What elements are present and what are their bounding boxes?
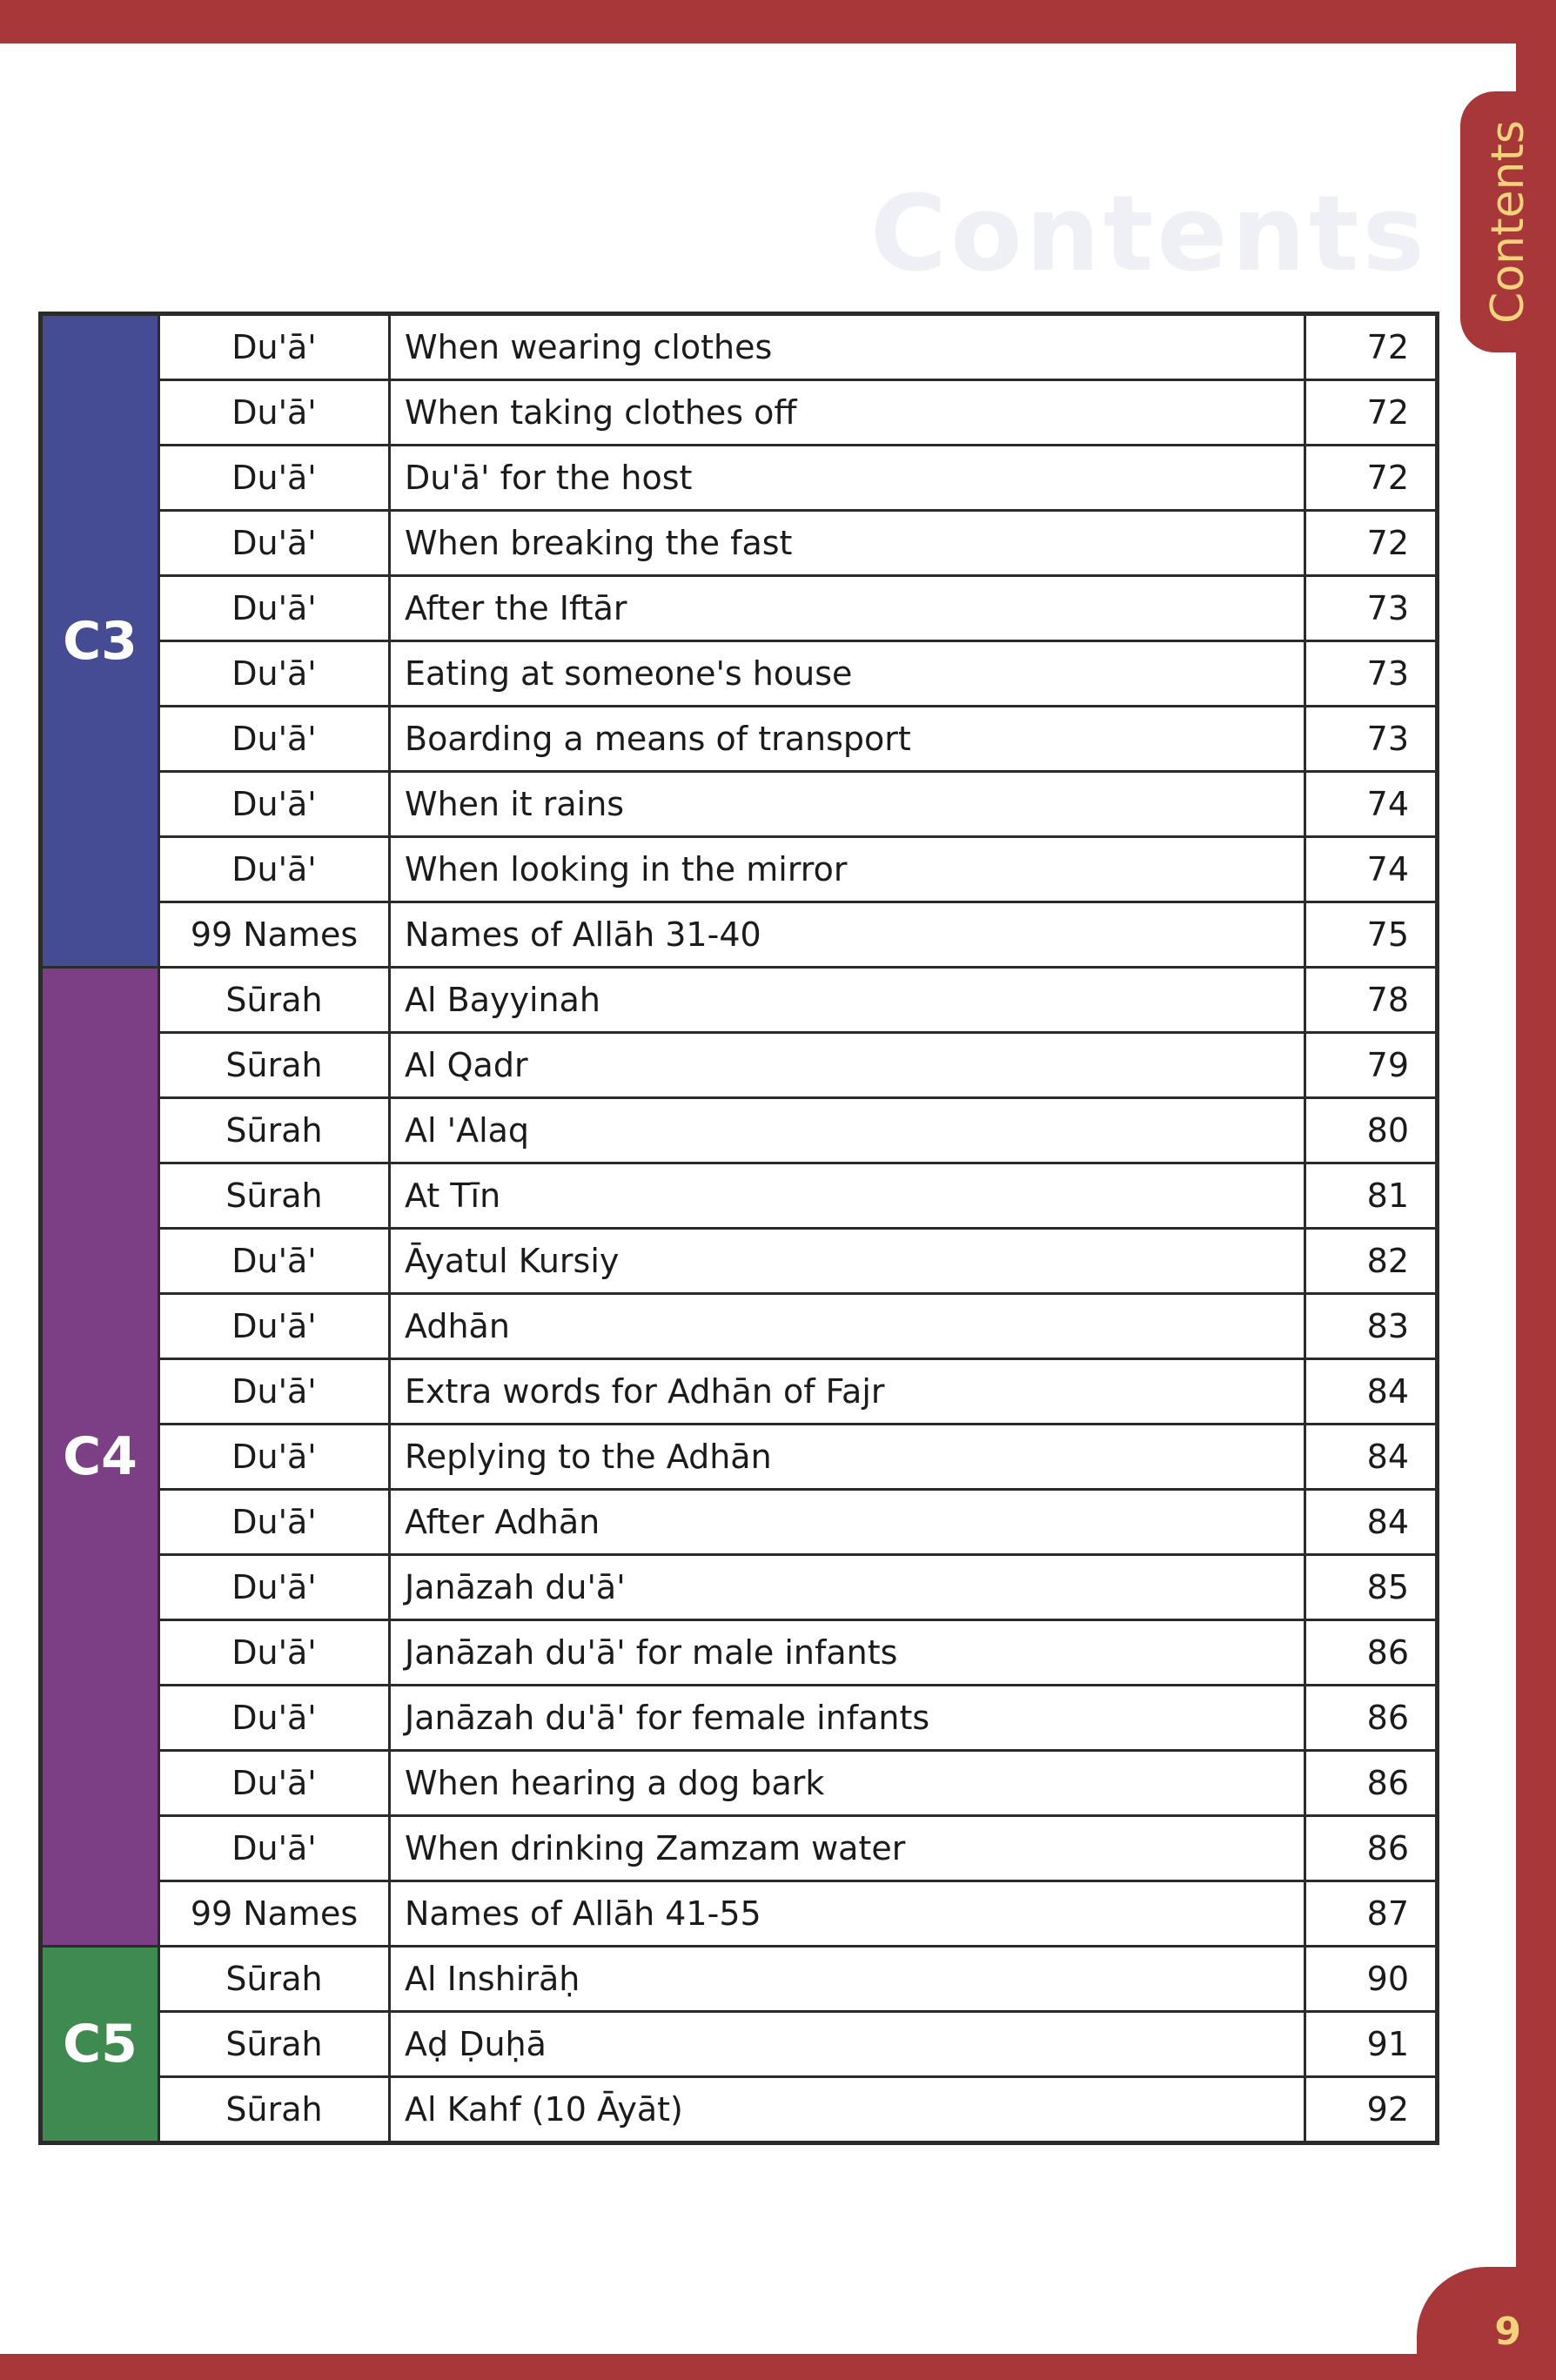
entry-page: 75 bbox=[1305, 902, 1438, 968]
entry-page: 85 bbox=[1305, 1555, 1438, 1620]
entry-page: 86 bbox=[1305, 1686, 1438, 1751]
table-row bbox=[41, 1816, 1438, 1881]
section-label: C5 bbox=[41, 1947, 159, 2143]
entry-type: Du'ā' bbox=[159, 1751, 390, 1816]
entry-page: 78 bbox=[1305, 968, 1438, 1033]
table-row bbox=[41, 772, 1438, 837]
entry-page: 84 bbox=[1305, 1490, 1438, 1555]
entry-page: 80 bbox=[1305, 1098, 1438, 1163]
page-title: Contents bbox=[870, 174, 1428, 295]
table-row bbox=[41, 1686, 1438, 1751]
entry-type: Du'ā' bbox=[159, 1359, 390, 1425]
section-label: C4 bbox=[41, 968, 159, 1947]
entry-page: 86 bbox=[1305, 1816, 1438, 1881]
entry-type: Du'ā' bbox=[159, 1294, 390, 1359]
entry-page: 84 bbox=[1305, 1425, 1438, 1490]
table-row bbox=[41, 968, 1438, 1033]
page-number: 9 bbox=[1494, 2310, 1521, 2354]
table-row bbox=[41, 446, 1438, 511]
entry-type: Sūrah bbox=[159, 1947, 390, 2012]
table-row bbox=[41, 576, 1438, 641]
entry-page: 81 bbox=[1305, 1163, 1438, 1229]
entry-title: When looking in the mirror bbox=[390, 837, 1305, 902]
entry-title: Replying to the Adhān bbox=[390, 1425, 1305, 1490]
entry-title: Boarding a means of transport bbox=[390, 707, 1305, 772]
contents-table bbox=[38, 312, 1439, 2145]
table-row bbox=[41, 1881, 1438, 1947]
entry-type: Du'ā' bbox=[159, 314, 390, 380]
table-row bbox=[41, 1359, 1438, 1425]
table-row bbox=[41, 1229, 1438, 1294]
entry-type: Du'ā' bbox=[159, 511, 390, 576]
entry-page: 79 bbox=[1305, 1033, 1438, 1098]
entry-title: Al Qadr bbox=[390, 1033, 1305, 1098]
entry-page: 91 bbox=[1305, 2012, 1438, 2077]
entry-page: 72 bbox=[1305, 446, 1438, 511]
entry-page: 72 bbox=[1305, 380, 1438, 446]
entry-type: Du'ā' bbox=[159, 446, 390, 511]
entry-title: Names of Allāh 31-40 bbox=[390, 902, 1305, 968]
entry-title: After the Iftār bbox=[390, 576, 1305, 641]
table-row bbox=[41, 902, 1438, 968]
entry-type: Du'ā' bbox=[159, 1490, 390, 1555]
entry-page: 73 bbox=[1305, 707, 1438, 772]
entry-title: Adhān bbox=[390, 1294, 1305, 1359]
table-row bbox=[41, 314, 1438, 380]
entry-title: Janāzah du'ā' bbox=[390, 1555, 1305, 1620]
entry-title: When taking clothes off bbox=[390, 380, 1305, 446]
entry-type: Du'ā' bbox=[159, 1229, 390, 1294]
table-row bbox=[41, 1490, 1438, 1555]
entry-type: Du'ā' bbox=[159, 1686, 390, 1751]
entry-title: Al Bayyinah bbox=[390, 968, 1305, 1033]
entry-title: Al Inshirāḥ bbox=[390, 1947, 1305, 2012]
table-row bbox=[41, 1751, 1438, 1816]
entry-page: 72 bbox=[1305, 511, 1438, 576]
entry-page: 83 bbox=[1305, 1294, 1438, 1359]
entry-title: Al Kahf (10 Āyāt) bbox=[390, 2077, 1305, 2143]
entry-type: Du'ā' bbox=[159, 1816, 390, 1881]
entry-type: Du'ā' bbox=[159, 1620, 390, 1686]
table-row bbox=[41, 1620, 1438, 1686]
entry-type: Du'ā' bbox=[159, 380, 390, 446]
table-row bbox=[41, 641, 1438, 707]
entry-title: After Adhān bbox=[390, 1490, 1305, 1555]
entry-page: 86 bbox=[1305, 1620, 1438, 1686]
entry-page: 74 bbox=[1305, 772, 1438, 837]
entry-page: 84 bbox=[1305, 1359, 1438, 1425]
entry-title: When hearing a dog bark bbox=[390, 1751, 1305, 1816]
entry-page: 73 bbox=[1305, 576, 1438, 641]
entry-page: 86 bbox=[1305, 1751, 1438, 1816]
entry-title: When it rains bbox=[390, 772, 1305, 837]
contents-tab-label: Contents bbox=[1482, 120, 1534, 324]
section-label: C3 bbox=[41, 314, 159, 968]
table-row bbox=[41, 1555, 1438, 1620]
entry-title: Janāzah du'ā' for male infants bbox=[390, 1620, 1305, 1686]
entry-page: 87 bbox=[1305, 1881, 1438, 1947]
entry-page: 73 bbox=[1305, 641, 1438, 707]
contents-tab[interactable] bbox=[1460, 91, 1556, 352]
entry-type: Sūrah bbox=[159, 2012, 390, 2077]
entry-title: When wearing clothes bbox=[390, 314, 1305, 380]
entry-type: Du'ā' bbox=[159, 641, 390, 707]
entry-title: Extra words for Adhān of Fajr bbox=[390, 1359, 1305, 1425]
entry-page: 82 bbox=[1305, 1229, 1438, 1294]
table-row bbox=[41, 1033, 1438, 1098]
entry-page: 72 bbox=[1305, 314, 1438, 380]
entry-title: Al 'Alaq bbox=[390, 1098, 1305, 1163]
table-row bbox=[41, 2077, 1438, 2143]
table-row bbox=[41, 380, 1438, 446]
entry-title: Eating at someone's house bbox=[390, 641, 1305, 707]
table-row bbox=[41, 707, 1438, 772]
entry-type: 99 Names bbox=[159, 1881, 390, 1947]
entry-page: 92 bbox=[1305, 2077, 1438, 2143]
entry-type: Sūrah bbox=[159, 1033, 390, 1098]
entry-title: Āyatul Kursiy bbox=[390, 1229, 1305, 1294]
table-row bbox=[41, 511, 1438, 576]
entry-type: Du'ā' bbox=[159, 837, 390, 902]
entry-title: Aḍ Ḍuḥā bbox=[390, 2012, 1305, 2077]
table-row bbox=[41, 1163, 1438, 1229]
entry-title: Janāzah du'ā' for female infants bbox=[390, 1686, 1305, 1751]
entry-title: When drinking Zamzam water bbox=[390, 1816, 1305, 1881]
entry-page: 90 bbox=[1305, 1947, 1438, 2012]
entry-type: Du'ā' bbox=[159, 1425, 390, 1490]
table-row bbox=[41, 837, 1438, 902]
entry-type: Du'ā' bbox=[159, 1555, 390, 1620]
entry-title: When breaking the fast bbox=[390, 511, 1305, 576]
table-row bbox=[41, 2012, 1438, 2077]
table-row bbox=[41, 1294, 1438, 1359]
table-row bbox=[41, 1947, 1438, 2012]
entry-type: Sūrah bbox=[159, 1098, 390, 1163]
entry-type: Sūrah bbox=[159, 1163, 390, 1229]
entry-title: At Tīn bbox=[390, 1163, 1305, 1229]
entry-title: Names of Allāh 41-55 bbox=[390, 1881, 1305, 1947]
entry-type: Sūrah bbox=[159, 2077, 390, 2143]
table-row bbox=[41, 1098, 1438, 1163]
entry-type: Du'ā' bbox=[159, 576, 390, 641]
entry-title: Du'ā' for the host bbox=[390, 446, 1305, 511]
entry-page: 74 bbox=[1305, 837, 1438, 902]
entry-type: Du'ā' bbox=[159, 772, 390, 837]
table-row bbox=[41, 1425, 1438, 1490]
entry-type: 99 Names bbox=[159, 902, 390, 968]
entry-type: Sūrah bbox=[159, 968, 390, 1033]
entry-type: Du'ā' bbox=[159, 707, 390, 772]
